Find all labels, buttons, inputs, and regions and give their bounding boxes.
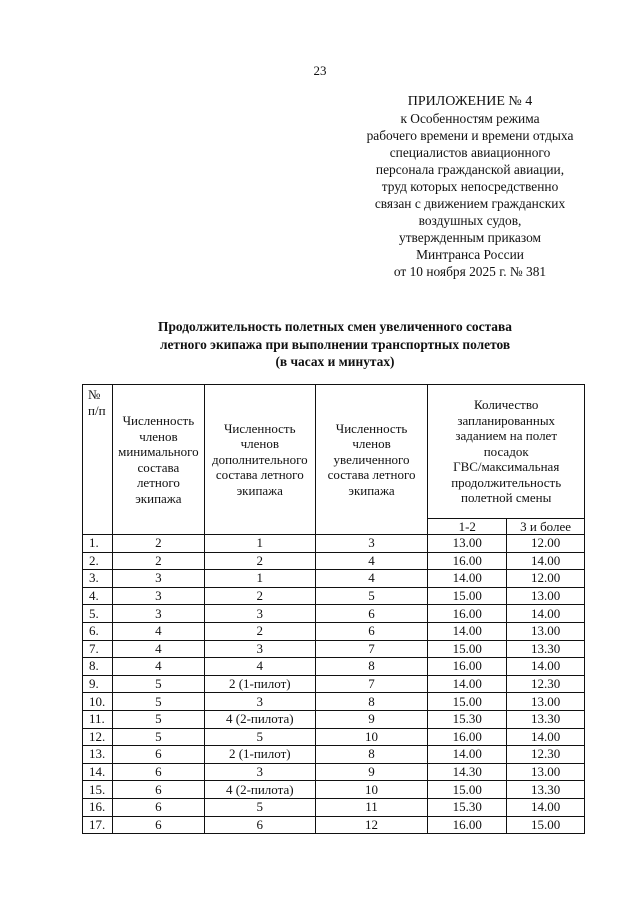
increased-crew-cell: 4 [315,552,428,570]
duration-3-more-cell: 14.00 [507,605,585,623]
additional-crew-cell: 1 [204,535,315,553]
header-text: членов [352,436,391,452]
annex-line: Минтранса России [416,247,524,262]
header-landings [428,385,585,519]
increased-crew-cell: 10 [315,781,428,799]
title-line: (в часах и минутах) [275,354,395,369]
duration-1-2-cell: 16.00 [428,816,507,834]
duration-1-2-cell: 15.00 [428,640,507,658]
duration-1-2-cell: 14.30 [428,763,507,781]
header-text: дополнительного [211,451,308,467]
duration-1-2-cell: 14.00 [428,675,507,693]
annex-line: связан с движением гражданских [374,196,566,211]
annex-line: воздушных судов, [418,213,522,228]
increased-crew-cell: 8 [315,693,428,711]
min-crew-cell: 6 [112,746,204,764]
table-row [83,798,585,816]
row-number: 10. [83,693,113,711]
duration-3-more-cell: 14.00 [507,658,585,676]
increased-crew-cell: 8 [315,658,428,676]
header-text: членов [139,428,178,444]
min-crew-cell: 5 [112,710,204,728]
row-number: 2. [83,552,113,570]
row-number: 1. [83,535,113,553]
row-number: 5. [83,605,113,623]
duration-1-2-cell: 16.00 [428,552,507,570]
duration-3-more-cell: 13.00 [507,763,585,781]
header-text: увеличенного [333,451,410,467]
row-number: 8. [83,658,113,676]
additional-crew-cell: 5 [204,798,315,816]
duration-1-2-cell: 15.00 [428,781,507,799]
annex-line: утвержденным приказом [399,230,541,245]
duration-1-2-cell: 15.30 [428,710,507,728]
header-text: Численность [335,420,408,436]
min-crew-cell: 4 [112,658,204,676]
duration-1-2-cell: 13.00 [428,535,507,553]
annex-header [340,93,600,280]
table-body [83,535,585,834]
table-row [83,640,585,658]
header-text: экипажа [135,490,182,506]
header-text: летного [136,475,180,490]
table-row [83,570,585,588]
header-text: продолжительность [451,474,562,490]
header-text: экипажа [348,482,395,498]
additional-crew-cell: 3 [204,693,315,711]
header-text: полетной смены [461,490,552,506]
table-row [83,763,585,781]
title-line: Продолжительность полетных смен увеличенного состава [158,319,512,334]
additional-crew-cell: 4 [204,658,315,676]
header-text: заданием на полет [455,428,558,444]
annex-line: к Особенностям режима [400,111,540,126]
increased-crew-cell: 9 [315,710,428,728]
table-row [83,535,585,553]
table-row [83,746,585,764]
duration-3-more-cell: 13.00 [507,587,585,605]
header-landings-3-more: 3 и более [507,519,585,535]
header-text: минимального [118,444,199,459]
table-row [83,552,585,570]
duration-3-more-cell: 13.30 [507,710,585,728]
table-row [83,693,585,711]
increased-crew-cell: 11 [315,798,428,816]
row-number: 13. [83,746,113,764]
duration-3-more-cell: 14.00 [507,798,585,816]
annex-line: персонала гражданской авиации, [375,162,565,177]
header-text: ГВС/максимальная [453,459,560,475]
table-row [83,658,585,676]
header-min-crew [112,385,204,535]
duration-3-more-cell: 13.00 [507,622,585,640]
duration-3-more-cell: 14.00 [507,728,585,746]
duration-1-2-cell: 15.30 [428,798,507,816]
min-crew-cell: 3 [112,587,204,605]
duration-3-more-cell: 15.00 [507,816,585,834]
duration-3-more-cell: 12.30 [507,746,585,764]
table-row [83,728,585,746]
increased-crew-cell: 9 [315,763,428,781]
additional-crew-cell: 4 (2-пилота) [204,781,315,799]
duration-3-more-cell: 14.00 [507,552,585,570]
header-text: посадок [483,443,529,459]
row-number: 17. [83,816,113,834]
additional-crew-cell: 3 [204,763,315,781]
additional-crew-cell: 1 [204,570,315,588]
header-text: состава [137,459,180,475]
duration-3-more-cell: 13.30 [507,640,585,658]
header-landings-1-2: 1-2 [428,519,507,535]
header-additional-crew [204,385,315,535]
row-number: 6. [83,622,113,640]
duration-1-2-cell: 14.00 [428,570,507,588]
min-crew-cell: 3 [112,605,204,623]
min-crew-cell: 5 [112,675,204,693]
header-text: экипажа [236,482,283,498]
increased-crew-cell: 8 [315,746,428,764]
flight-shift-table [82,384,585,834]
min-crew-cell: 2 [112,552,204,570]
table-row [83,675,585,693]
increased-crew-cell: 6 [315,622,428,640]
min-crew-cell: 4 [112,640,204,658]
duration-3-more-cell: 12.00 [507,570,585,588]
min-crew-cell: 6 [112,816,204,834]
row-number: 4. [83,587,113,605]
title-line: летного экипажа при выполнении транспортных полетов [159,336,511,352]
increased-crew-cell: 5 [315,587,428,605]
additional-crew-cell: 3 [204,605,315,623]
increased-crew-cell: 10 [315,728,428,746]
header-text: состава летного [215,467,304,483]
header-text: Численность [122,413,195,428]
duration-3-more-cell: 13.30 [507,781,585,799]
table-row [83,710,585,728]
header-text: Количество [473,397,539,413]
duration-1-2-cell: 15.00 [428,693,507,711]
additional-crew-cell: 2 (1-пилот) [204,675,315,693]
additional-crew-cell: 2 [204,587,315,605]
header-text: состава летного [327,467,416,483]
additional-crew-cell: 2 [204,622,315,640]
row-number: 9. [83,675,113,693]
duration-1-2-cell: 16.00 [428,605,507,623]
increased-crew-cell: 4 [315,570,428,588]
duration-1-2-cell: 15.00 [428,587,507,605]
additional-crew-cell: 2 (1-пилот) [204,746,315,764]
min-crew-cell: 5 [112,728,204,746]
row-number: 14. [83,763,113,781]
row-number: 15. [83,781,113,799]
additional-crew-cell: 6 [204,816,315,834]
table-row [83,605,585,623]
min-crew-cell: 3 [112,570,204,588]
increased-crew-cell: 3 [315,535,428,553]
additional-crew-cell: 5 [204,728,315,746]
additional-crew-cell: 2 [204,552,315,570]
increased-crew-cell: 12 [315,816,428,834]
header-text: Численность [223,420,296,436]
header-text: п/п [88,402,106,418]
document-title [120,318,550,371]
table-row [83,781,585,799]
increased-crew-cell: 6 [315,605,428,623]
min-crew-cell: 6 [112,798,204,816]
header-number [83,385,113,535]
annex-line: рабочего времени и времени отдыха [366,128,574,143]
table-row [83,587,585,605]
header-increased-crew [315,385,428,535]
page-number: 23 [313,63,327,78]
table-row [83,622,585,640]
duration-1-2-cell: 16.00 [428,658,507,676]
row-number: 16. [83,798,113,816]
min-crew-cell: 5 [112,693,204,711]
duration-1-2-cell: 14.00 [428,622,507,640]
annex-line: от 10 ноября 2025 г. № 381 [393,264,547,279]
increased-crew-cell: 7 [315,675,428,693]
additional-crew-cell: 4 (2-пилота) [204,710,315,728]
header-text: запланированных [457,412,556,428]
min-crew-cell: 6 [112,781,204,799]
annex-line: специалистов авиационного [389,145,551,160]
row-number: 3. [83,570,113,588]
min-crew-cell: 2 [112,535,204,553]
annex-line: труд которых непосредственно [381,179,559,194]
row-number: 12. [83,728,113,746]
header-text: № [88,387,101,402]
header-text: членов [240,436,279,452]
table-row [83,816,585,834]
duration-3-more-cell: 13.00 [507,693,585,711]
additional-crew-cell: 3 [204,640,315,658]
increased-crew-cell: 7 [315,640,428,658]
row-number: 7. [83,640,113,658]
min-crew-cell: 4 [112,622,204,640]
row-number: 11. [83,710,113,728]
duration-3-more-cell: 12.00 [507,535,585,553]
duration-1-2-cell: 16.00 [428,728,507,746]
annex-title: ПРИЛОЖЕНИЕ № 4 [407,94,533,109]
min-crew-cell: 6 [112,763,204,781]
duration-3-more-cell: 12.30 [507,675,585,693]
duration-1-2-cell: 14.00 [428,746,507,764]
